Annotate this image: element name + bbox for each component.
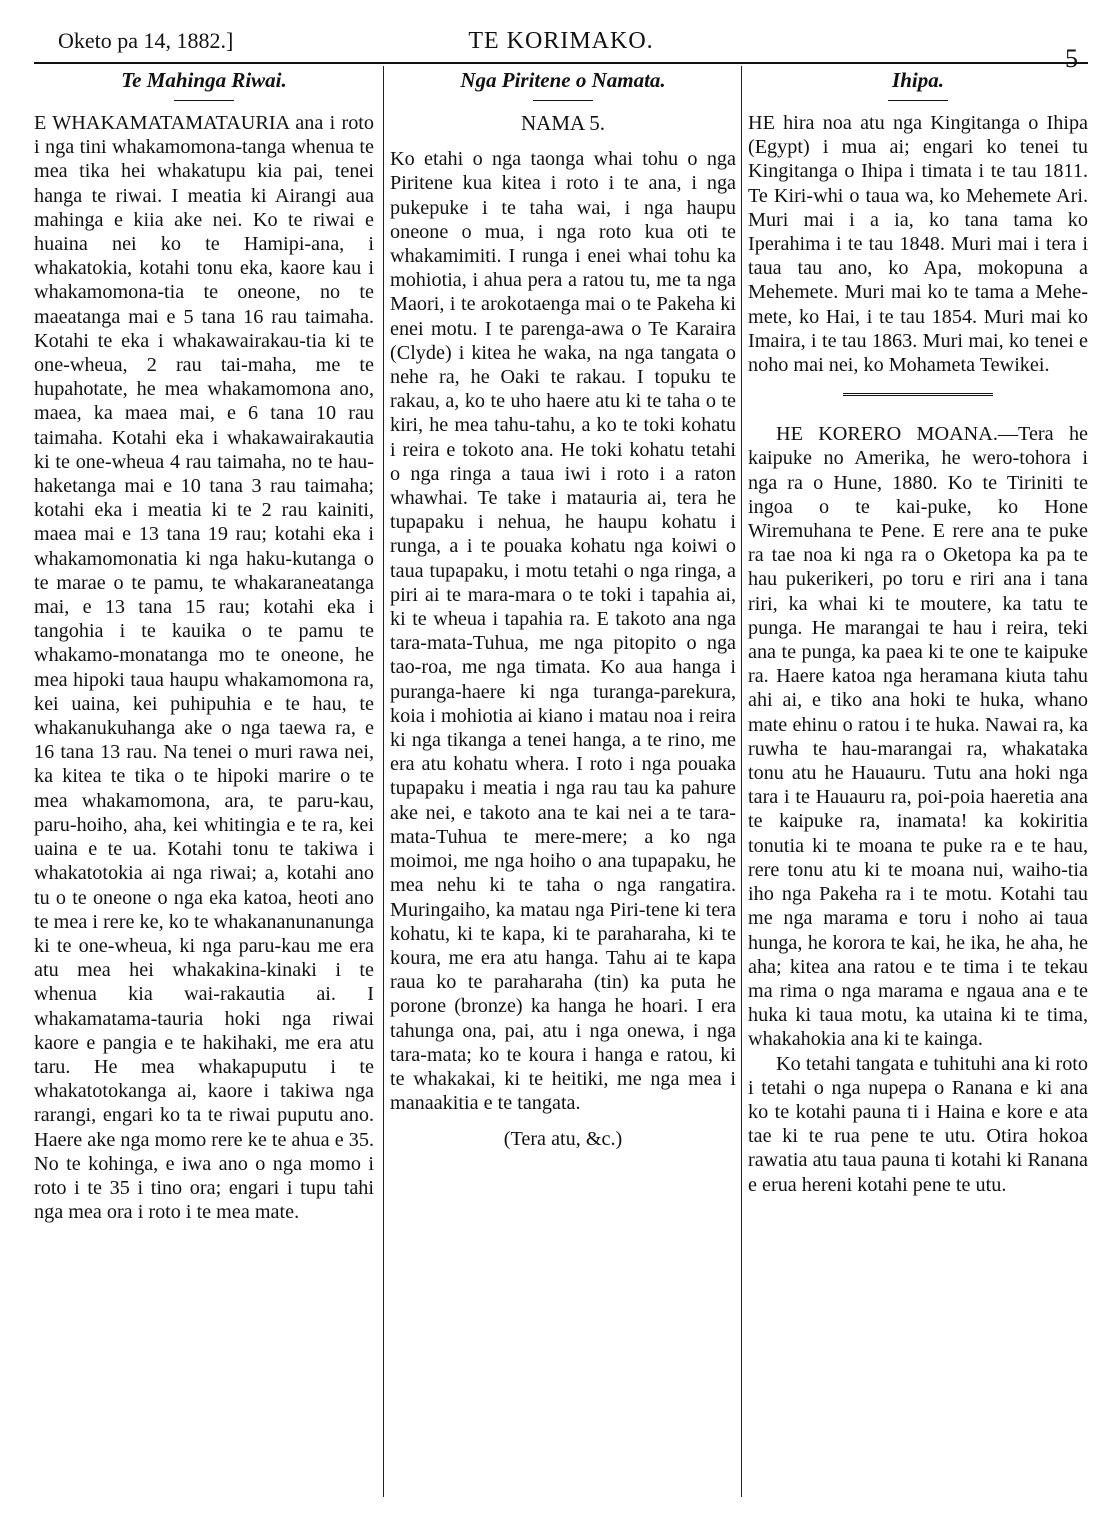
header-rule	[34, 62, 1088, 64]
page-number: 5	[1065, 44, 1078, 73]
column-3	[748, 66, 1088, 1497]
article-body: HE KORERO MOANA.—Tera he kaipuke no Amerika, he wero-tohora i nga ra o Hune, 1880. Ko te Tiriniti te ingoa o te kai-puke, ko Hone Wiremuhana te Pene. E rere ana te puke ra tae noa ki nga ra o Oketopa ka pa te hau pukerikeri, po toru e riri ana i tana riri, ka whai ki te moutere, ka tatu te punga. He marangai te hau i reira, teki ana te punga, ka paea ki te one te kaipuke ra. Haere katoa nga heramana kiuta tahu ahi ai, e tiko ana hoki te huka, whano mate ehinu o ratou i te huka. Nawai ra, ka ruwha te hau-marangai ra, whakataka tonu atu he Hauauru. Tutu ana hoki nga tara i te Hauauru ra, poi-poia haeretia ana te kaipuke ra, inamata! ka kokiritia tonutia ki te moana te puke ra e te hau, rere tonu atu ki te moana nui, waiho-tia iho nga Pakeha ra i te motu. Kotahi tau me nga marama e toru i noho ai taua hunga, he korora te kai, he ika, he aha, he aha; kitea ana ratou e te tima i te tekau ma rima o nga marama e ngaua ana e te huka ki taua motu, ka utaina ki te tima, whakahokia ana ki te kainga.	[748, 423, 1088, 1051]
continued-note: (Tera atu, &c.)	[503, 1128, 623, 1151]
masthead-title: TE KORIMAKO.	[468, 28, 654, 54]
heading-rule	[174, 100, 234, 101]
column-divider	[741, 66, 742, 1497]
article-body: Ko tetahi tangata e tuhituhi ana ki roto i tetahi o nga nupepa o Ranana e ki ana ko te kotahi pauna ti i Haina e kore e ata tae ki te rua pene te utu. Otira hokoa rawatia atu taua pauna ti kotahi ki Ranana e erua hereni kotahi pene te utu.	[748, 1052, 1088, 1196]
article-body: HE hira noa atu nga Kingitanga o Ihipa (Egypt) i mua ai; engari ko tenei tu Kingitanga o Ihipa i timata i te tau 1811. Te Kiri-whi o taua wa, ko Mehemete Ari. Muri mai i a ia, ko tana tama ko Iperahima i te tau 1848. Muri mai i tera i taua tau ano, ko Apa, mokopuna a Mehemete. Muri mai ko te tama a Mehe-mete, ko Hai, i te tau 1854. Muri mai ko Imaira, i te tau 1863. Muri mai, ko tenei e noho mai nei, ko Mohameta Tewikei.	[748, 112, 1088, 377]
section-divider	[843, 393, 993, 398]
article-heading: Nga Piritene o Namata.	[460, 68, 666, 92]
heading-rule	[533, 100, 593, 101]
article-body: Ko etahi o nga taonga whai tohu o nga Piritene kua kitea i roto i te ana, i nga pukepuke i te taha wai, i nga haupu oneone o mua, i nga roto kua oti te whakamimiti. I runga i enei whai tohu ka mohiotia, i ahua pera a ratou tu, me ta nga Maori, i te arokotaenga mai o te Pakeha ki enei motu. I te parenga-awa o Te Karaira (Clyde) i kitea he waka, na nga tangata o nehe ra, he Oaki te rakau. I topuku te rakau, a, ko te uho haere atu ki te taha o te kiri, he mea tahu-tahu, a ko te toki kohatu i reira e tokoto ana. He toki kohatu tetahi o nga ringa a taua iwi i roto i a raton whawhai. Te take i matauria ai, tera he tupapaku i nehua, he haupu kohatu i runga, a i te pouaka kohatu nga koiwi o taua tupapaku, i motu tetahi o nga ringa, a piri ai te mara-mara o te toki i tapahia ai, ki te wheua i tapahia ra. E takoto ana nga tara-mata-Tuhua, me nga pitopito o nga tao-roa, me nga timata. Ko aua hanga i puranga-haere ki nga turanga-parekura, koia i mohiotia ai kiano i matau noa i reira ki nga tikanga a tenei hanga, a te rino, me era atu kohatu whera. I roto i nga pouaka tupapaku i meatia i nga rau tau ka pahure ake nei, e takoto ana te kai nei a te tara-mata-Tuhua te mere-mere; a ko nga moimoi, me nga hoiho o ana tupapaku, he mea nehu ki te taha o nga rangatira. Muringaiho, ka matau nga Piri-tene ki tera kohatu, ki te kapa, ki te paraharaha, ki te koura, me era atu hanga. Tahu ai te kapa raua ko te paraharaha (tin) ka puta he porone (bronze) ka hanga he hoari. I era tahunga ona, pai, atu i nga onewa, i nga tara-mata; ko te koura i hanga e ratou, ki te whakakai, ki te heitiki, me nga mea i manaakitia e te tangata.	[390, 148, 736, 1115]
column-divider	[383, 66, 384, 1497]
heading-rule	[888, 100, 948, 101]
article-body: E WHAKAMATAMATAURIA ana i roto i nga tini whakamomona-tanga whenua te mea tika hei whakatupu kia pai, tenei hanga te riwai. I meatia ki Airangi aua mahinga e kiia ake nei. Ko te riwai e huaina nei ko te Hamipi-ana, i whakatokia, kotahi tonu eka, kaore kau i whakamomona-tia te oneone, no te maeatanga mai e 5 tana 16 rau taimaha. Kotahi te eka i whakawairakau-tia ki te one-wheua, 2 rau tai-maha, me te hupahotate, he mea whakamomona ano, maea, ka maea mai, e 6 tana 10 rau taimaha. Kotahi eka i whakawairakautia ki te one-wheua 4 rau taimaha, no te hau-haketanga mai e 10 tana 3 rau taimaha; kotahi eka i meatia ki te 2 rau kainiti, maea mai e 13 tana 19 rau; kotahi eka i whakamomonatia ki nga haku-kutanga o te marae o te pamu, te whakaraneatanga mai, e 13 tana 15 rau; kotahi eka i tangohia i te kauika o te pamu te whakamo-monatanga mo te oneone, he mea hipoki taua haupu whakamomona ra, kei uaina, kei puhipuhia e te hau, te whakanukuhanga ake o nga taewa ra, e 16 tana 13 rau. Na tenei o muri rawa nei, ka kitea te tika o te hipoki marire o te mea whakamomona, ara, te paru-kau, paru-hoiho, aha, kei whitingia e te ra, kei uaina e te ua. Kotahi tonu te takiwa i whakatotokia ai nga riwai; a, kotahi ano tu o te oneone o nga eka katoa, heoti ano te mea i rere ke, ko te whakananunanunga ki te one-wheua, ki nga paru-kau me era atu mea hei whakakina-kinaki i te whenua kia wai-rakautia ai. I whakamatama-tauria hoki nga riwai kaore e pangia e te hakihaki, me era atu taru. He mea whakapuputu i te whakatotokanga ai, kaore i takiwa nga rarangi, engari ko ta te riwai puputu ano. Haere ake nga momo rere ke te ahua e 35. No te kohinga, e iwa ano o nga momo i roto i te 35 i tino ora; engari i tupu tahi nga mea ora i roto i te mea mate.	[34, 112, 374, 1224]
page-header	[34, 22, 1088, 73]
article-heading: Ihipa.	[892, 68, 944, 92]
article-subheading: NAMA 5.	[520, 111, 605, 135]
column-1	[34, 66, 374, 1497]
issue-date: Oketo pa 14, 1882.]	[58, 28, 234, 53]
column-2	[390, 66, 736, 1497]
article-heading: Te Mahinga Riwai.	[121, 68, 287, 92]
